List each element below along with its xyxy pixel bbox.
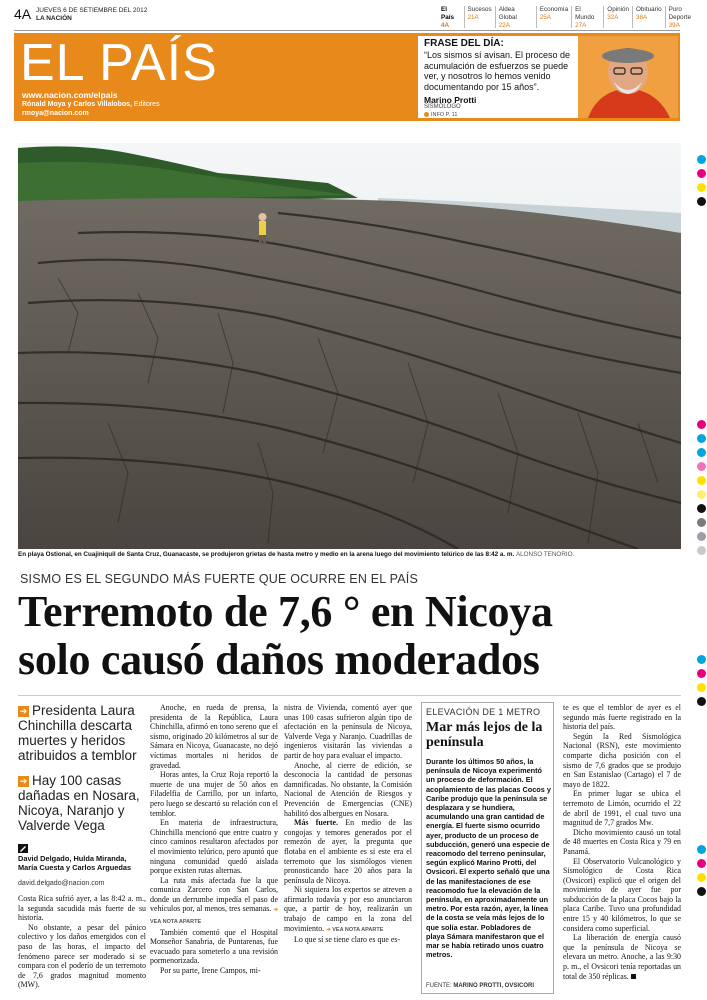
section-link[interactable]: [571, 6, 603, 28]
highlight-text: Hay 100 casas dañadas en Nosara, Nicoya, Naranjo y Valverde Vega: [18, 773, 140, 833]
paragraph: El Observatorio Vulcanológico y Sismológico de Costa Rica (Ovsicori) explicó que el origen del movimiento de ayer fue por subducción de la placa Cocos bajo la placa Caribe. Tuvo una profundidad entre 15 y 40 kilómetros, lo que se considera como superficial.: [563, 856, 681, 933]
color-mark-dot: [697, 887, 706, 896]
color-mark-dot: [697, 504, 706, 513]
date: JUEVES 6 DE SETIEMBRE DEL 2012: [36, 7, 148, 14]
paragraph: En materia de infraestructura, Chinchilla mencionó que entre cuatro y cinco caminos resultaron afectados por el movimiento telúrico, pero apuntó que ninguna comunidad quedó aislada porque existen rutas alternas.: [150, 818, 278, 876]
color-mark-dot: [697, 873, 706, 882]
section-url[interactable]: www.nacion.com/elpais: [22, 90, 118, 100]
end-of-article-icon: [631, 974, 636, 979]
dateline: [36, 7, 147, 23]
bullet-dot-icon: [424, 112, 429, 117]
color-mark-dot: [697, 683, 706, 692]
paragraph: Anoche, en rueda de prensa, la presidenta de la República, Laura Chinchilla, afirmó en tono sereno que el sismo, originado 20 kilómetros al sur de Sámara en Nicoya, Guanacaste, no dejó víctimas mortales ni heridos de gravedad.: [150, 703, 278, 770]
color-mark-dot: [697, 532, 706, 541]
quote-author-role: SISMÓLOGO: [424, 104, 461, 110]
section-link-name: Opinión: [607, 6, 630, 13]
paragraph: [563, 933, 681, 981]
paragraph-text: La ruta más afectada fue la que comunica Zarcero con San Carlos, donde un derrumbe impedía el paso de vehículos por, al menos, tres semanas.: [150, 875, 278, 914]
quote-author: Marino Protti: [424, 95, 477, 105]
byline-email[interactable]: david.delgado@nacion.com: [18, 880, 105, 887]
see-related-label: VEA NOTA APARTE: [150, 919, 202, 926]
article-column-2: [150, 703, 278, 976]
color-mark-dot: [697, 518, 706, 527]
editor-email[interactable]: rmoya@nacion.com: [22, 110, 89, 117]
quote-text: “Los sismos sí avisan. El proceso de acumulación de esfuerzos se puede ver, y nosotros lo hemos venido documentando por 15 años”.: [424, 50, 571, 92]
color-mark-dot: [697, 155, 706, 164]
divider: [18, 695, 681, 696]
highlight-bullet: [18, 703, 143, 763]
article-kicker: SISMO ES EL SEGUNDO MÁS FUERTE QUE OCURRE EN EL PAÍS: [20, 572, 418, 586]
color-mark-dot: [697, 669, 706, 678]
section-link[interactable]: [495, 6, 536, 28]
article-column-3: [284, 703, 412, 945]
paragraph: te es que el temblor de ayer es el segundo más fuerte registrado en la historia del país.: [563, 703, 681, 732]
see-related-label: VEA NOTA APARTE: [332, 926, 384, 933]
paragraph: Costa Rica sufrió ayer, a las 8:42 a. m., la segunda sacudida más fuerte de su historia.: [18, 894, 146, 923]
section-link-name: Economía: [539, 6, 569, 13]
paragraph-text: La liberación de energía causó que la península de Nicoya se elevara un metro. Anoche, a las 9:30 p. m., el Ovsicori tenía reportadas un total de 350 réplicas.: [563, 933, 681, 981]
paragraph: [150, 876, 278, 928]
arrow-right-icon: ➔: [326, 926, 331, 933]
section-link-page: 38A: [636, 14, 648, 21]
sidebar-source: [426, 983, 534, 989]
paragraph: [284, 885, 412, 935]
quote-label: FRASE DEL DÍA:: [424, 38, 504, 49]
article-column-1: [18, 894, 146, 990]
paragraph: Dicho movimiento causó un total de 48 muertes en Costa Rica y 79 en Panamá.: [563, 827, 681, 856]
editors-role: Editores: [131, 101, 160, 108]
caption-text: En playa Ostional, en Cuajiniquil de Santa Cruz, Guanacaste, se produjeron grietas de hasta metro y medio en la arena luego del movimiento telúrico de las 8:42 a. m.: [18, 551, 515, 558]
section-title: EL PAÍS: [20, 34, 218, 92]
color-mark-dot: [697, 546, 706, 555]
arrow-right-icon: ➔: [19, 776, 28, 786]
section-link-page: 25A: [539, 14, 551, 21]
paragraph: También comentó que el Hospital Monseñor Sanabria, de Puntarenas, fue evacuado para someterlo a una revisión pormenorizada.: [150, 927, 278, 966]
arrow-right-icon: ➔: [273, 907, 278, 914]
editors: [22, 101, 160, 108]
section-link[interactable]: [438, 6, 464, 28]
section-link[interactable]: [632, 6, 665, 28]
section-link-name: Aldea Global: [498, 6, 517, 21]
highlight-text: Presidenta Laura Chinchilla descarta muertes y heridos atribuidos a temblor: [18, 703, 137, 763]
pen-icon: [18, 844, 28, 853]
paragraph: Lo que sí se tiene claro es que es-: [294, 935, 401, 945]
color-mark-dot: [697, 655, 706, 664]
paragraph: Horas antes, la Cruz Roja reportó la muerte de una mujer de 50 años en Filadelfia de Carrillo, por un infarto, pero luego se descartó su relación con el temblor.: [150, 770, 278, 818]
paper-name: LA NACIÓN: [36, 15, 72, 22]
color-mark-dot: [697, 462, 706, 471]
section-link-name: Obituario: [636, 6, 662, 13]
color-mark-dot: [697, 448, 706, 457]
section-link-page: 27A: [575, 22, 587, 29]
section-link[interactable]: [536, 6, 571, 28]
subhead-lead: Más fuerte.: [294, 818, 338, 828]
color-mark-dot: [697, 845, 706, 854]
paragraph: Por su parte, Irene Campos, mi-: [160, 966, 261, 976]
sidebar-body: Durante los últimos 50 años, la península de Nicoya experimentó un proceso de deformación. El acoplamiento de las placas Cocos y Caribe produjo que la península se desplazara y se hundiera, acumulando una gran cantidad de energía. El fuerte sismo ocurrido ayer, producto de un proceso de subducción, generó una especie de reacomodo del terreno peninsular, según explicó Marino Protti, del Ovsicori. El experto señaló que una de las manifestaciones de ese reacomodo fue la elevación de la península, en aproximadamente un metro. Por esta razón, ayer, la línea de la costa se veía más lejos de lo que solía estar. Pobladores de playa Sámara manifestaron que el mar se había retirado unos cuatro metros.: [426, 757, 551, 960]
author-portrait: [578, 36, 678, 118]
paragraph: Según la Red Sismológica Nacional (RSN), este movimiento comparte dicha posición con el sismo de 7,6 grados que se produjo en San Estanislao (Cartago) el 7 de mayo de 1822.: [563, 731, 681, 789]
beach-cracks-photo: [18, 143, 681, 549]
headline-line-1: Terremoto de 7,6 ° en Nicoya: [18, 587, 553, 636]
color-mark-dot: [697, 169, 706, 178]
article-column-4: [563, 703, 681, 981]
sidebar-title: Mar más lejos de la península: [426, 720, 543, 750]
section-link[interactable]: [665, 6, 707, 28]
section-link-page: 4A: [441, 22, 450, 29]
color-mark-dot: [697, 434, 706, 443]
color-mark-dot: [697, 420, 706, 429]
quote-ref-text: INFO P. 11: [431, 112, 458, 118]
color-mark-dot: [697, 697, 706, 706]
section-link[interactable]: [464, 6, 495, 28]
source-name: MARINO PROTTI, OVSICORI: [453, 983, 535, 989]
divider: [14, 30, 680, 31]
paragraph: No obstante, a pesar del pánico colectivo y los daños emergidos con el paso de las horas, el impacto del fenómeno parece ser moderado si se compara con el poderío de un terremoto de 7,6 grados magnitud momento (MW).: [18, 922, 146, 990]
headline-line-2: solo causó daños moderados: [18, 635, 540, 684]
see-related-link[interactable]: [326, 927, 383, 933]
arrow-right-icon: ➔: [19, 706, 28, 716]
paragraph: En primer lugar se ubica el terremoto de Limón, ocurrido el 22 de abril de 1991, el cual tuvo una magnitud de 7,7 grados Mw.: [563, 789, 681, 828]
section-link-page: 39A: [668, 22, 680, 29]
page-number: 4A: [14, 6, 32, 22]
paragraph-text: Ni siquiera los expertos se atreven a afirmarlo todavía y por eso anunciaron que, a partir de hoy, realizarán un trabajo de campo en la zona del movimiento.: [284, 885, 412, 933]
section-index: [438, 6, 707, 28]
section-link-page: 21A: [467, 14, 479, 21]
section-link[interactable]: [603, 6, 632, 28]
editors-names: Rónald Moya y Carlos Villalobos,: [22, 101, 132, 108]
section-link-name: El Mundo: [575, 6, 595, 21]
byline: David Delgado, Hulda Miranda, María Cuesta y Carlos Arguedas: [18, 854, 132, 872]
section-link-name: Puro Deporte: [668, 6, 691, 21]
highlight-bullet: [18, 773, 143, 833]
color-mark-dot: [697, 490, 706, 499]
color-mark-dot: [697, 183, 706, 192]
color-mark-dot: [697, 859, 706, 868]
color-mark-dot: [697, 476, 706, 485]
color-mark-dot: [697, 197, 706, 206]
paragraph: nistra de Vivienda, comentó ayer que unas 100 casas sufrieron algún tipo de afectación en la península de Nicoya, Valverde Vega y Naranjo. Cuadrillas de ingenieros visitarán las viviendas a partir de hoy para evaluar el impacto.: [284, 703, 412, 760]
paragraph: Anoche, al cierre de edición, se desconocía la cantidad de personas damnificadas. No obstante, la Comisión Nacional de Atención de Riesgos y Prevención de Emergencias (CNE) habilitó dos albergues en Nosara.: [284, 760, 412, 818]
section-link-name: El País: [441, 6, 454, 21]
paragraph: Más fuerte. En medio de las congojas y temores generados por el remezón de ayer, la pregunta que flotaba en el ambiente es si este era el terremoto que los sismólogos vienen pronosticando hace 20 años para la península de Nicoya.: [284, 818, 413, 885]
photo-credit: ALONSO TENORIO.: [515, 551, 575, 558]
section-link-page: 32A: [607, 14, 619, 21]
section-link-page: 22A: [498, 22, 510, 29]
quote-reference: [424, 112, 457, 118]
photo-caption: [18, 551, 681, 558]
source-label: FUENTE:: [426, 983, 452, 989]
sidebar-kicker: ELEVACIÓN DE 1 METRO: [426, 707, 541, 717]
section-link-name: Sucesos: [467, 6, 492, 13]
article-headline: [18, 588, 680, 684]
